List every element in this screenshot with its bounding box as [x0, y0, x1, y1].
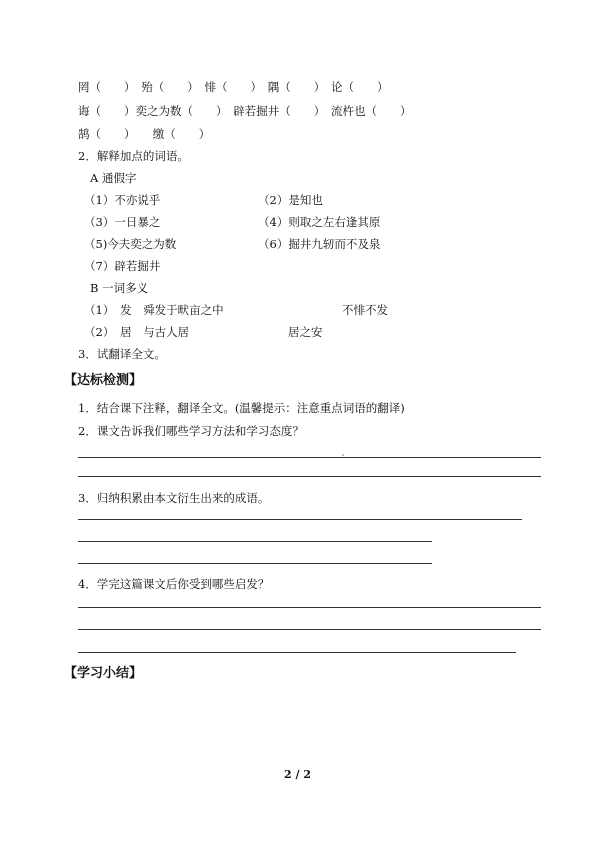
answer-line [78, 652, 516, 653]
answer-line [78, 629, 541, 630]
page-number: 2 / 2 [284, 768, 311, 781]
test-question-2: 2．课文告诉我们哪些学习方法和学习态度？ [78, 424, 304, 438]
answer-line [78, 457, 541, 458]
polysemy-2: （2） 居 与古人居 [84, 325, 190, 339]
section-heading-summary: 【学习小结】 [64, 666, 143, 681]
item-5: （5)今夫奕之为数 [84, 237, 177, 251]
test-question-3: 3．归纳积累由本文衍生出来的成语。 [78, 491, 270, 505]
item-4: （4）则取之左右逢其原 [258, 215, 381, 229]
scan-speck [342, 454, 344, 456]
subhead-a: A 通假字 [90, 171, 137, 185]
polysemy-1-b: 不悱不发 [342, 303, 388, 317]
item-7: （7）辟若掘井 [84, 259, 161, 273]
vocab-line-2: 诲（ ）奕之为数（ ） 辟若掘井（ ） 流杵也（ ） [78, 104, 412, 118]
answer-line [78, 519, 522, 520]
polysemy-1: （1） 发 舜发于畎亩之中 [84, 303, 224, 317]
question-3: 3．试翻译全文。 [78, 347, 166, 361]
polysemy-2-b: 居之安 [288, 325, 323, 339]
item-3: （3）一日暴之 [84, 215, 161, 229]
answer-line [78, 476, 541, 477]
item-2: （2）是知也 [258, 193, 323, 207]
answer-line [78, 563, 432, 564]
test-question-1: 1．结合课下注释，翻译全文。(温馨提示：注意重点词语的翻译) [78, 401, 405, 415]
question-2: 2．解释加点的词语。 [78, 149, 189, 163]
item-1: （1）不亦说乎 [84, 193, 161, 207]
vocab-line-3: 鹄（ ） 缴（ ） [78, 127, 211, 141]
section-heading-test: 【达标检测】 [64, 373, 143, 388]
answer-line [78, 541, 432, 542]
subhead-b: B 一词多义 [90, 281, 149, 295]
vocab-line-1: 罔（ ） 殆（ ） 悱（ ） 隅（ ） 论（ ） [78, 80, 389, 94]
answer-line [78, 607, 541, 608]
test-question-4: 4．学完这篇课文后你受到哪些启发？ [78, 577, 270, 591]
item-6: （6）掘井九轫而不及泉 [258, 237, 381, 251]
